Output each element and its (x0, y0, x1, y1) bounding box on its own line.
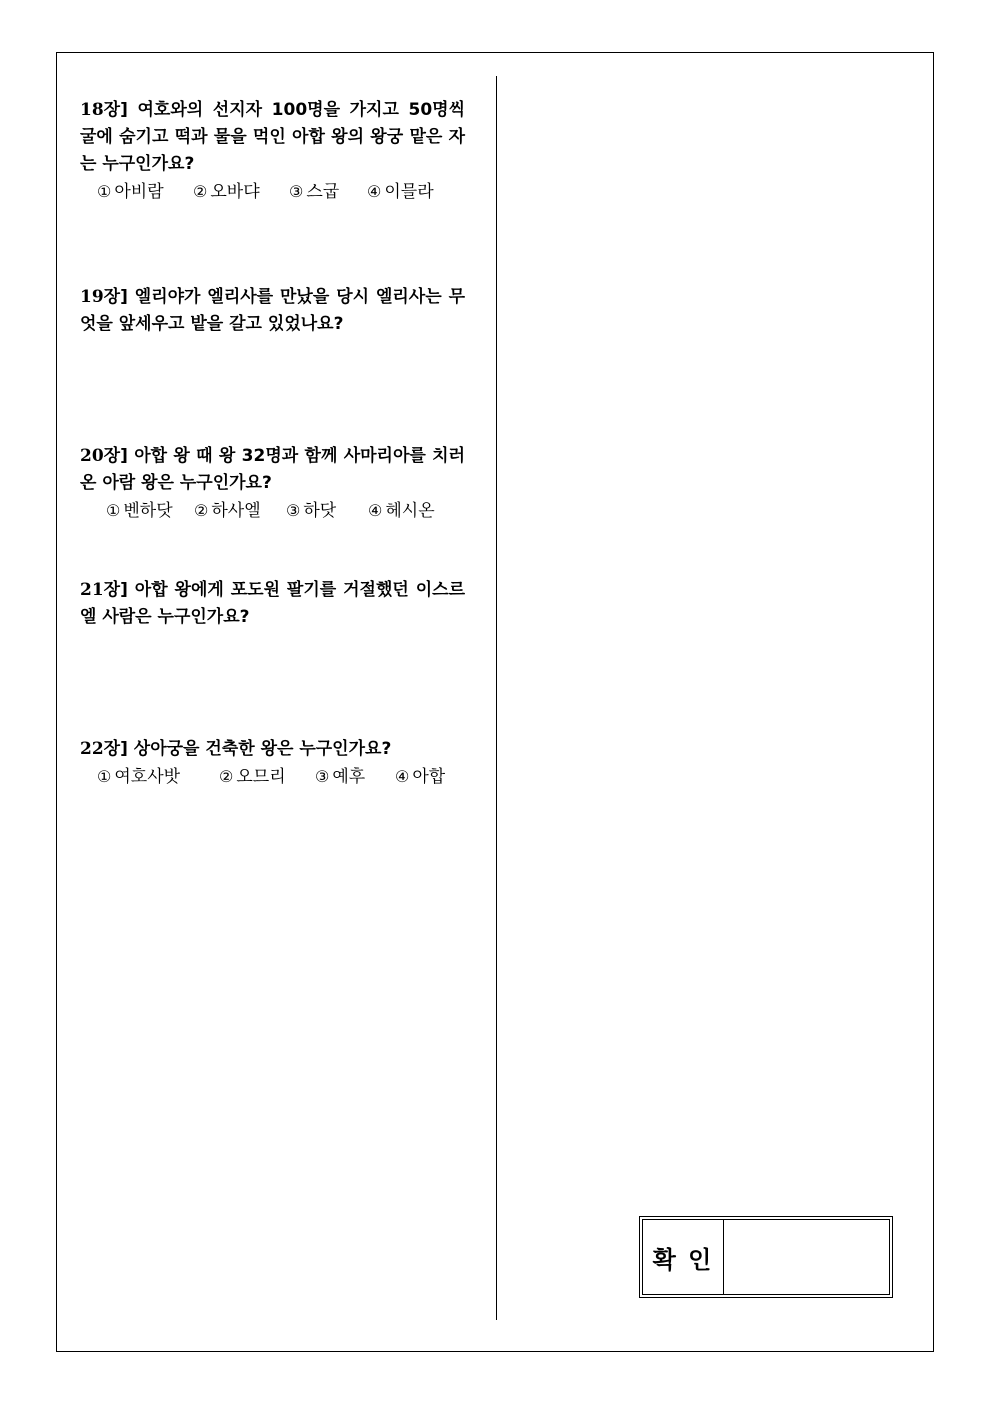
question-18 (80, 97, 465, 206)
choice-1[interactable]: ① 벤하닷 (106, 501, 173, 521)
question-19 (80, 284, 465, 338)
question-number: 20 (80, 446, 104, 466)
question-body: 장] 상아궁을 건축한 왕은 누구인가요? (103, 739, 392, 759)
choice-1[interactable]: ① 아비람 (97, 182, 164, 202)
choice-2[interactable]: ② 오므리 (219, 767, 286, 787)
question-22-text (80, 736, 465, 763)
question-number: 21 (80, 580, 104, 600)
choice-1[interactable]: ① 여호사밧 (97, 767, 181, 787)
column-divider (496, 76, 497, 1320)
question-20 (80, 443, 465, 525)
question-22 (80, 736, 465, 791)
question-body: 장] 여호와의 선지자 100명을 가지고 50명씩 굴에 숨기고 떡과 물을 먹인 아합 왕의 왕궁 맡은 자는 누구인가요? (80, 100, 465, 174)
choice-4[interactable]: ④ 이믈라 (367, 182, 434, 202)
confirm-label: 확 인 (643, 1220, 724, 1294)
choice-3[interactable]: ③ 하닷 (286, 501, 337, 521)
confirm-signature-area[interactable] (724, 1220, 889, 1294)
question-body: 장] 아합 왕 때 왕 32명과 함께 사마리아를 치러 온 아람 왕은 누구인가요? (80, 446, 465, 493)
question-20-text (80, 443, 465, 497)
choice-3[interactable]: ③ 스굽 (289, 182, 340, 202)
question-number: 18 (80, 100, 104, 120)
question-19-text (80, 284, 465, 338)
question-21 (80, 577, 465, 631)
choice-4[interactable]: ④ 헤시온 (368, 501, 435, 521)
question-18-text (80, 97, 465, 178)
choice-2[interactable]: ② 하사엘 (194, 501, 261, 521)
choice-2[interactable]: ② 오바댜 (193, 182, 260, 202)
confirm-box (639, 1216, 893, 1298)
question-body: 장] 아합 왕에게 포도원 팔기를 거절했던 이스르엘 사람은 누구인가요? (80, 580, 465, 627)
page-border (56, 52, 934, 1352)
question-number: 22 (80, 739, 104, 759)
question-body: 장] 엘리야가 엘리사를 만났을 당시 엘리사는 무엇을 앞세우고 밭을 갈고 있었나요? (80, 287, 465, 334)
choice-4[interactable]: ④ 아합 (395, 767, 446, 787)
choice-3[interactable]: ③ 예후 (315, 767, 366, 787)
choice-list (80, 763, 465, 791)
question-number: 19 (80, 287, 104, 307)
confirm-box-inner (642, 1219, 890, 1295)
choice-list (80, 178, 465, 206)
choice-list (80, 497, 465, 525)
question-21-text (80, 577, 465, 631)
